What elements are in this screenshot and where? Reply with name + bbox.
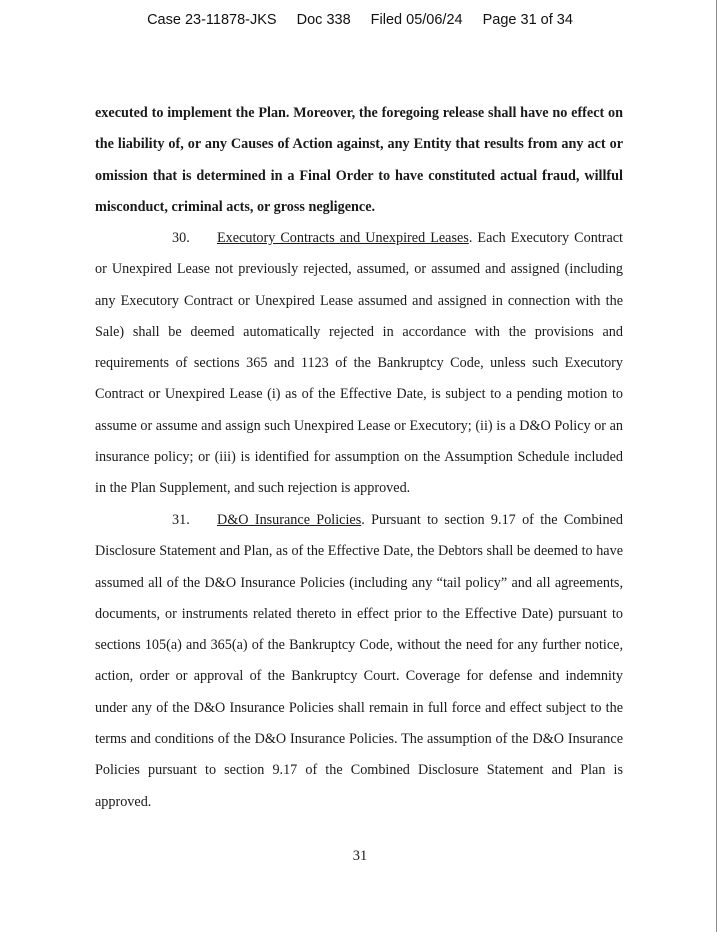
page-number: 31 [352, 848, 368, 864]
filed-date: Filed 05/06/24 [370, 12, 463, 28]
paragraph-heading: D&O Insurance Policies [217, 512, 362, 528]
release-continuation-paragraph: executed to implement the Plan. Moreover, the foregoing release shall have no effect on the liability of, or any Causes of Action against, any Entity that results from any act or omission that is determined in a Final Order to have constituted actual fraud, willful misconduct, criminal acts, or gross negligence. [95, 105, 623, 215]
document-number: Doc 338 [296, 12, 351, 28]
paragraph-body: . Each Executory Contract or Unexpired Lease not previously rejected, assumed, or assumed and assigned (including any Executory Contract or Unexpired Lease assumed and assigned in connection with the Sale) shall be deemed automatically rejected in accordance with the provisions and requirements of sections 365 and 1123 of the Bankruptcy Code, unless such Executory Contract or Unexpired Lease (i) as of the Effective Date, is subject to a pending motion to assume or assume and assign such Unexpired Lease or Executory; (ii) is a D&O Policy or an insurance policy; or (iii) is identified for assumption on the Assumption Schedule included in the Plan Supplement, and such rejection is approved. [95, 230, 623, 497]
page-indicator: Page 31 of 34 [482, 12, 573, 28]
paragraph-30 [95, 223, 623, 505]
paragraph-number: 30. [172, 230, 190, 246]
case-number: Case 23-11878-JKS [147, 12, 277, 28]
paragraph-number: 31. [172, 512, 190, 528]
paragraph-body: . Pursuant to section 9.17 of the Combined Disclosure Statement and Plan, as of the Effective Date, the Debtors shall be deemed to have assumed all of the D&O Insurance Policies (including any “tail policy” and all agreements, documents, or instruments related thereto in effect prior to the Effective Date) pursuant to sections 105(a) and 365(a) of the Bankruptcy Code, without the need for any further notice, action, order or approval of the Bankruptcy Court. Coverage for defense and indemnity under any of the D&O Insurance Policies shall remain in full force and effect subject to the terms and conditions of the D&O Insurance Policies. The assumption of the D&O Insurance Policies pursuant to section 9.17 of the Combined Disclosure Statement and Plan is approved. [95, 512, 623, 810]
page-edge-line [716, 0, 717, 932]
paragraph-31 [95, 505, 623, 818]
paragraph-heading: Executory Contracts and Unexpired Leases [217, 230, 469, 246]
court-filing-header [0, 12, 720, 28]
